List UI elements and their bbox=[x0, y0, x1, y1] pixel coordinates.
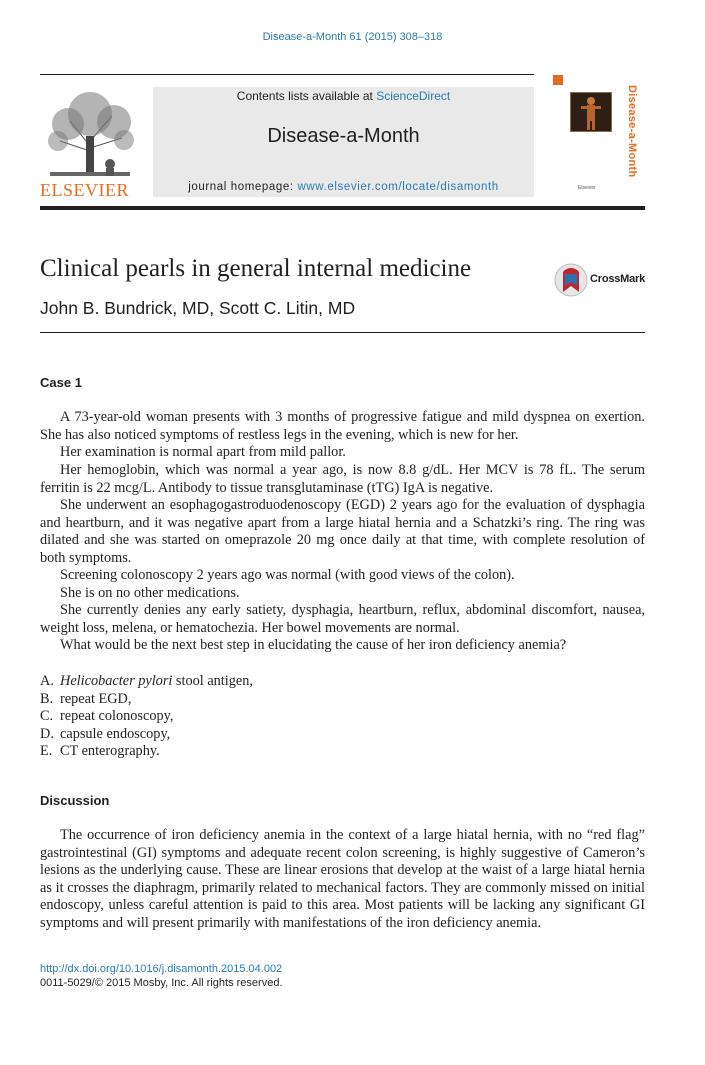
option-text: capsule endoscopy, bbox=[60, 725, 171, 742]
case1-question: What would be the next best step in elucidating the cause of her iron deficiency anemia? bbox=[60, 637, 567, 653]
discussion-paragraph: The occurrence of iron deficiency anemia in the context of a large hiatal hernia, with no “red flag” gastrointestinal (GI) symptoms and adequate recent colon screening, is highly suggestive of Cameron’s lesions as the underlying cause. These are linear erosions that develop at the waist of a large hiatal hernia as it crosses the diaphragm, primarily related to mechanical factors. They are commonly missed on initial endoscopy, unless careful attention is paid to this area. Most patients will be lacking any significant GI symptoms and will present primarily with manifestations of the iron deficiency anemia. bbox=[40, 827, 645, 931]
running-head: Disease-a-Month 61 (2015) 308–318 bbox=[262, 31, 443, 43]
homepage-line bbox=[153, 181, 534, 193]
option-a bbox=[40, 673, 253, 691]
option-text: repeat EGD, bbox=[60, 690, 132, 707]
option-letter: D. bbox=[40, 725, 54, 742]
option-c bbox=[40, 708, 253, 726]
option-text: stool antigen, bbox=[172, 673, 253, 689]
homepage-prefix: journal homepage: bbox=[188, 181, 298, 193]
option-d bbox=[40, 726, 253, 744]
case1-paragraph-6: She is on no other medications. bbox=[60, 585, 240, 601]
elsevier-wordmark: ELSEVIER bbox=[40, 180, 129, 200]
cover-journal-title: Disease-a-Month bbox=[626, 85, 638, 178]
option-letter: A. bbox=[40, 673, 54, 689]
elsevier-tree-logo bbox=[40, 86, 140, 180]
case1-paragraph-2: Her examination is normal apart from mild pallor. bbox=[60, 444, 346, 460]
contents-prefix: Contents lists available at bbox=[236, 89, 377, 103]
crossmark-icon[interactable] bbox=[553, 262, 589, 298]
discussion-heading: Discussion bbox=[40, 793, 110, 808]
option-letter: B. bbox=[40, 690, 54, 707]
cover-figure-icon bbox=[571, 93, 611, 131]
article-authors: John B. Bundrick, MD, Scott C. Litin, MD bbox=[40, 298, 356, 318]
copyright-line: 0011-5029/© 2015 Mosby, Inc. All rights reserved. bbox=[40, 977, 283, 989]
cover-image bbox=[570, 92, 612, 132]
article-title: Clinical pearls in general internal medicine bbox=[40, 255, 472, 282]
header-bottom-rule bbox=[40, 206, 645, 210]
option-b bbox=[40, 691, 253, 709]
option-letter: E. bbox=[40, 743, 53, 759]
journal-title: Disease-a-Month bbox=[267, 125, 420, 147]
cover-accent bbox=[553, 75, 563, 85]
option-text: repeat colonoscopy, bbox=[60, 708, 174, 724]
crossmark-label[interactable]: CrossMark bbox=[590, 273, 646, 285]
case1-paragraph-7: She currently denies any early satiety, dysphagia, heartburn, reflux, abdominal discomfort, nausea, weight loss, melena, or hematochezia. Her bowel movements are normal. bbox=[40, 602, 645, 636]
case1-heading: Case 1 bbox=[40, 375, 82, 390]
title-bottom-rule bbox=[40, 332, 645, 333]
case1-paragraph-4: She underwent an esophagogastroduodenoscopy (EGD) 2 years ago for the evaluation of dysphagia and heartburn, and it was negative apart from a large hiatal hernia and a Schatzki’s ring. The ring was dilated and she was started on omeprazole 20 mg once daily at that time, with complete resolution of both symptoms. bbox=[40, 497, 645, 566]
option-text: CT enterography. bbox=[60, 743, 160, 759]
case1-paragraph-3: Her hemoglobin, which was normal a year ago, is now 8.8 g/dL. Her MCV is 78 fL. The serum ferritin is 22 mcg/L. Antibody to tissue transglutaminase (tTG) IgA is negative. bbox=[40, 462, 645, 496]
option-italic: Helicobacter pylori bbox=[60, 673, 173, 689]
sciencedirect-link[interactable]: ScienceDirect bbox=[376, 89, 451, 103]
contents-line bbox=[153, 89, 534, 103]
option-letter: C. bbox=[40, 708, 54, 724]
case1-paragraph-5: Screening colonoscopy 2 years ago was normal (with good views of the colon). bbox=[60, 567, 515, 583]
cover-publisher: Elsevier bbox=[578, 185, 596, 191]
homepage-link[interactable]: www.elsevier.com/locate/disamonth bbox=[297, 181, 499, 193]
case1-paragraph-1: A 73-year-old woman presents with 3 months of progressive fatigue and mild dyspnea on exertion. She has also noticed symptoms of restless legs in the evening, which is new for her. bbox=[40, 409, 645, 443]
answer-options bbox=[40, 673, 253, 761]
option-e bbox=[40, 743, 253, 761]
doi-link[interactable]: http://dx.doi.org/10.1016/j.disamonth.2015.04.002 bbox=[40, 963, 283, 975]
header-top-rule bbox=[40, 74, 534, 75]
